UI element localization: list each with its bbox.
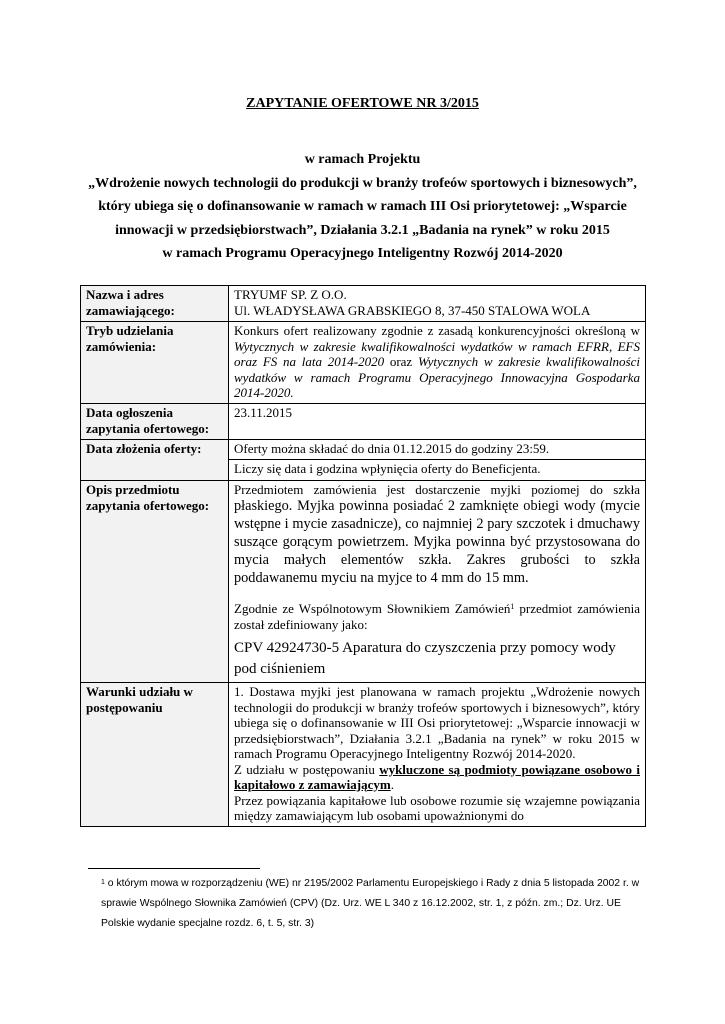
exclusion-text: . [390, 777, 394, 792]
row-label: Warunki udziału w postępowaniu [81, 683, 229, 827]
row-value [229, 322, 646, 404]
guidelines-title: Wytycznych w zakresie kwalifikowalności wydatków w ramach Programu Operacyjnego Innowacyjna Gospodarka 2014-2020. [234, 354, 640, 400]
project-heading [60, 148, 665, 266]
procedure-text: Konkurs ofert realizowany zgodnie z zasadą konkurencyjności określoną w [234, 323, 640, 338]
description-text: płaskiego. Myjka powinna posiadać 2 zamknięte obiegi wody (mycie wstępne i mycie zasadnicze), co najmniej 2 pary szczotek i dmuchawy suszące gorącym powietrzem. Myjka powinna być przystosowana do mycia małych elementów szkła. Zakres grubości to szkła poddawanemu myciu na myjce to 4 mm do 15 mm. [234, 498, 640, 586]
document-title: ZAPYTANIE OFERTOWE NR 3/2015 [246, 96, 479, 111]
company-address: Ul. WŁADYSŁAWA GRABSKIEGO 8, 37-450 STALOWA WOLA [234, 302, 591, 318]
offer-details-table [80, 285, 646, 827]
deadline-note: Liczy się data i godzina wpłynięcia oferty do Beneficjenta. [229, 459, 645, 480]
row-value [229, 480, 646, 683]
cpv-code: CPV 42924730-5 Aparatura do czyszczenia przy pomocy wody pod ciśnieniem [234, 640, 616, 677]
table-row [81, 683, 646, 827]
heading-line: w ramach Programu Operacyjnego Inteligentny Rozwój 2014-2020 [162, 246, 563, 261]
row-label: Opis przedmiotu zapytania ofertowego: [81, 480, 229, 683]
row-label: Nazwa i adres zamawiającego: [81, 286, 229, 322]
deadline-text: Oferty można składać do dnia 01.12.2015 do godziny 23:59. [234, 440, 550, 456]
row-value [229, 683, 646, 827]
conditions-paragraph: 1. Dostawa myjki jest planowana w ramach projektu „Wdrożenie nowych technologii do produkcji w branży trofeów sportowych i biznesowych”, który ubiega się o dofinansowanie w III Osi priorytetowej: „Wsparcie innowacji w przedsiębiorstwach”, Działania 3.2.1 „Badania na rynek” w roku 2015 w ramach Programu Operacyjnego Inteligentny Rozwój 2014-2020. [234, 684, 640, 761]
row-label: Tryb udzielania zamówienia: [81, 322, 229, 404]
procedure-text: oraz [384, 354, 418, 369]
relations-paragraph: Przez powiązania kapitałowe lub osobowe rozumie się wzajemne powiązania między zamawiającym lub osobami upoważnionymi do [234, 792, 640, 823]
cpv-intro-text: przedmiot zamówienia został zdefiniowany jako: [234, 601, 640, 632]
exclusion-text: Z udziału w postępowaniu [234, 761, 380, 777]
heading-line: który ubiega się o dofinansowanie w ramach w ramach III Osi priorytetowej: „Wsparcie [98, 199, 627, 214]
cpv-intro-paragraph [234, 601, 640, 632]
cpv-intro-text: Zgodnie ze Wspólnotowym Słownikiem Zamówień [234, 601, 511, 616]
footnote-text: o którym mowa w rozporządzeniu (WE) nr 2195/2002 Parlamentu Europejskiego i Rady z dnia 5 listopada 2002 r. w sprawie Wspólnego Słownika Zamówień (CPV) (Dz. Urz. WE L 340 z 16.12.2002, str. 1, z późn. zm.; Dz. Urz. UE Polskie wydanie specjalne rozdz. 6, t. 5, str. 3) [101, 878, 640, 929]
table-row [81, 403, 646, 439]
heading-line: „Wdrożenie nowych technologii do produkcji w branży trofeów sportowych i biznesowych”, [88, 175, 637, 191]
row-label: Data złożenia oferty: [81, 439, 229, 480]
description-text: Przedmiotem zamówienia jest dostarczenie myjki poziomej do szkła [234, 481, 640, 497]
heading-line: innowacji w przedsiębiorstwach”, Działania 3.2.1 „Badania na rynek” w roku 2015 [115, 222, 610, 238]
guidelines-title: Wytycznych w zakresie kwalifikowalności wydatków w ramach EFRR, EFS oraz FS na lata 2014-2020 [234, 338, 640, 369]
row-label: Data ogłoszenia zapytania ofertowego: [81, 403, 229, 439]
footnote-separator [88, 868, 260, 869]
footnote [101, 874, 646, 934]
footnote-number: 1 [101, 879, 105, 886]
company-name: TRYUMF SP. Z O.O. [234, 287, 347, 302]
row-value [229, 286, 646, 322]
exclusion-emphasis: wykluczone są podmioty powiązane osobowo i kapitałowo z zamawiającym [234, 761, 640, 792]
description-paragraph [234, 482, 640, 588]
table-row [81, 480, 646, 683]
table-row [81, 439, 646, 480]
row-value [229, 439, 646, 480]
announcement-date: 23.11.2015 [229, 403, 646, 439]
table-row [81, 322, 646, 404]
exclusion-paragraph [234, 762, 640, 793]
table-row [81, 286, 646, 322]
footnote-marker: 1 [510, 602, 515, 611]
heading-line: w ramach Projektu [304, 152, 421, 167]
